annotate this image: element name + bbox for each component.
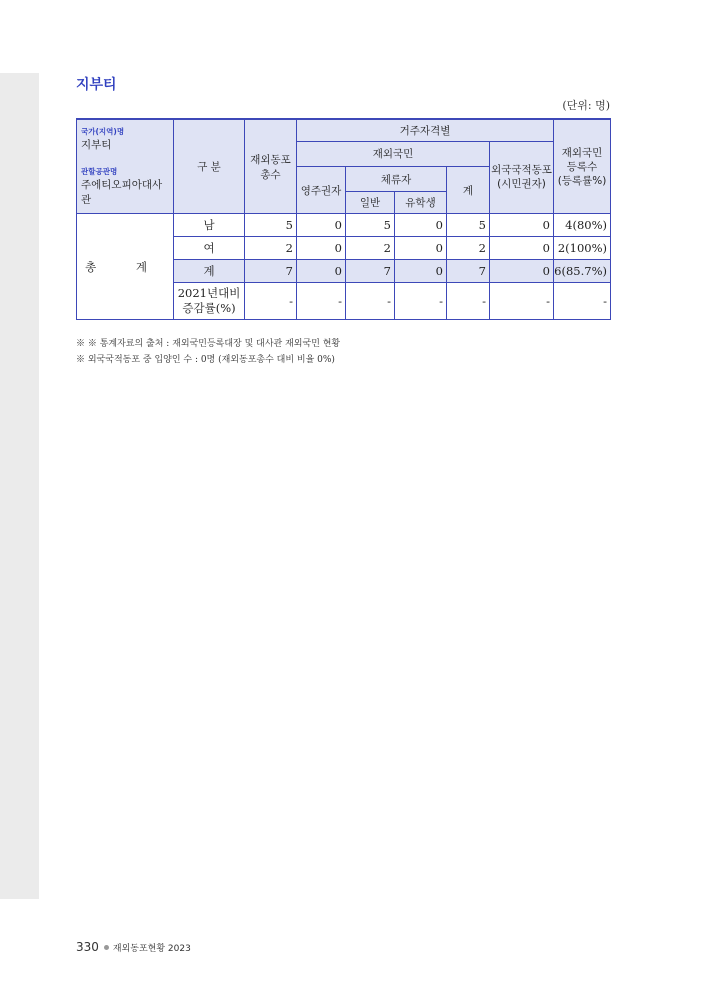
header-sojourn: 체류자 bbox=[346, 167, 447, 192]
row-category: 여 bbox=[174, 237, 245, 260]
cell-permanent: - bbox=[297, 283, 346, 320]
header-nationals: 재외국민 bbox=[297, 141, 490, 167]
cell-foreign: 0 bbox=[490, 214, 554, 237]
statistics-table bbox=[76, 118, 611, 320]
group-label: 총 계 bbox=[77, 214, 174, 320]
footnote-adoptee: ※ 외국국적동포 중 입양인 수 : 0명 (재외동포총수 대비 비율 0%) bbox=[76, 355, 335, 365]
table-row bbox=[77, 214, 611, 237]
cell-permanent: 0 bbox=[297, 237, 346, 260]
office-label: 관할공관명 bbox=[81, 167, 118, 176]
footnotes bbox=[76, 336, 340, 368]
header-corner bbox=[77, 119, 174, 214]
cell-total: 7 bbox=[245, 260, 297, 283]
cell-general: 5 bbox=[346, 214, 395, 237]
header-general: 일반 bbox=[346, 192, 395, 214]
cell-foreign: 0 bbox=[490, 237, 554, 260]
cell-student: - bbox=[395, 283, 447, 320]
cell-total: - bbox=[245, 283, 297, 320]
header-student: 유학생 bbox=[395, 192, 447, 214]
header-foreign: 외국국적동포 (시민권자) bbox=[490, 141, 554, 214]
unit-label: (단위: 명) bbox=[562, 99, 610, 112]
cell-foreign: - bbox=[490, 283, 554, 320]
bullet-icon bbox=[104, 945, 109, 950]
cell-total: 5 bbox=[245, 214, 297, 237]
cell-sum: 7 bbox=[447, 260, 490, 283]
header-gubun: 구 분 bbox=[174, 119, 245, 214]
cell-registered: 4(80%) bbox=[554, 214, 611, 237]
cell-sum: 2 bbox=[447, 237, 490, 260]
cell-student: 0 bbox=[395, 260, 447, 283]
page-number: 330 bbox=[76, 940, 99, 954]
header-permanent: 영주권자 bbox=[297, 167, 346, 214]
book-title: 재외동포현황 2023 bbox=[112, 944, 191, 954]
cell-sum: 5 bbox=[447, 214, 490, 237]
header-residence: 거주자격별 bbox=[297, 119, 554, 141]
country-label: 국가(지역)명 bbox=[81, 127, 125, 136]
cell-sum: - bbox=[447, 283, 490, 320]
cell-general: 7 bbox=[346, 260, 395, 283]
cell-registered: 6(85.7%) bbox=[554, 260, 611, 283]
header-sum: 계 bbox=[447, 167, 490, 214]
page-title: 지부티 bbox=[76, 77, 117, 93]
cell-student: 0 bbox=[395, 214, 447, 237]
cell-registered: - bbox=[554, 283, 611, 320]
footnote-source: ※ ※ 통계자료의 출처 : 재외국민등록대장 및 대사관 재외국민 현황 bbox=[76, 339, 341, 349]
header-registered: 재외국민 등록수 (등록률%) bbox=[554, 119, 611, 214]
cell-general: - bbox=[346, 283, 395, 320]
cell-permanent: 0 bbox=[297, 260, 346, 283]
cell-permanent: 0 bbox=[297, 214, 346, 237]
row-category: 남 bbox=[174, 214, 245, 237]
header-total: 재외동포 총수 bbox=[245, 119, 297, 214]
cell-general: 2 bbox=[346, 237, 395, 260]
cell-student: 0 bbox=[395, 237, 447, 260]
row-category: 계 bbox=[174, 260, 245, 283]
row-category: 2021년대비 증감률(%) bbox=[174, 283, 245, 320]
page-margin-band bbox=[0, 73, 39, 899]
country-value: 지부티 bbox=[81, 139, 112, 151]
office-value: 주에티오피아대사관 bbox=[81, 179, 163, 206]
cell-registered: 2(100%) bbox=[554, 237, 611, 260]
page-footer bbox=[76, 940, 191, 954]
cell-foreign: 0 bbox=[490, 260, 554, 283]
cell-total: 2 bbox=[245, 237, 297, 260]
